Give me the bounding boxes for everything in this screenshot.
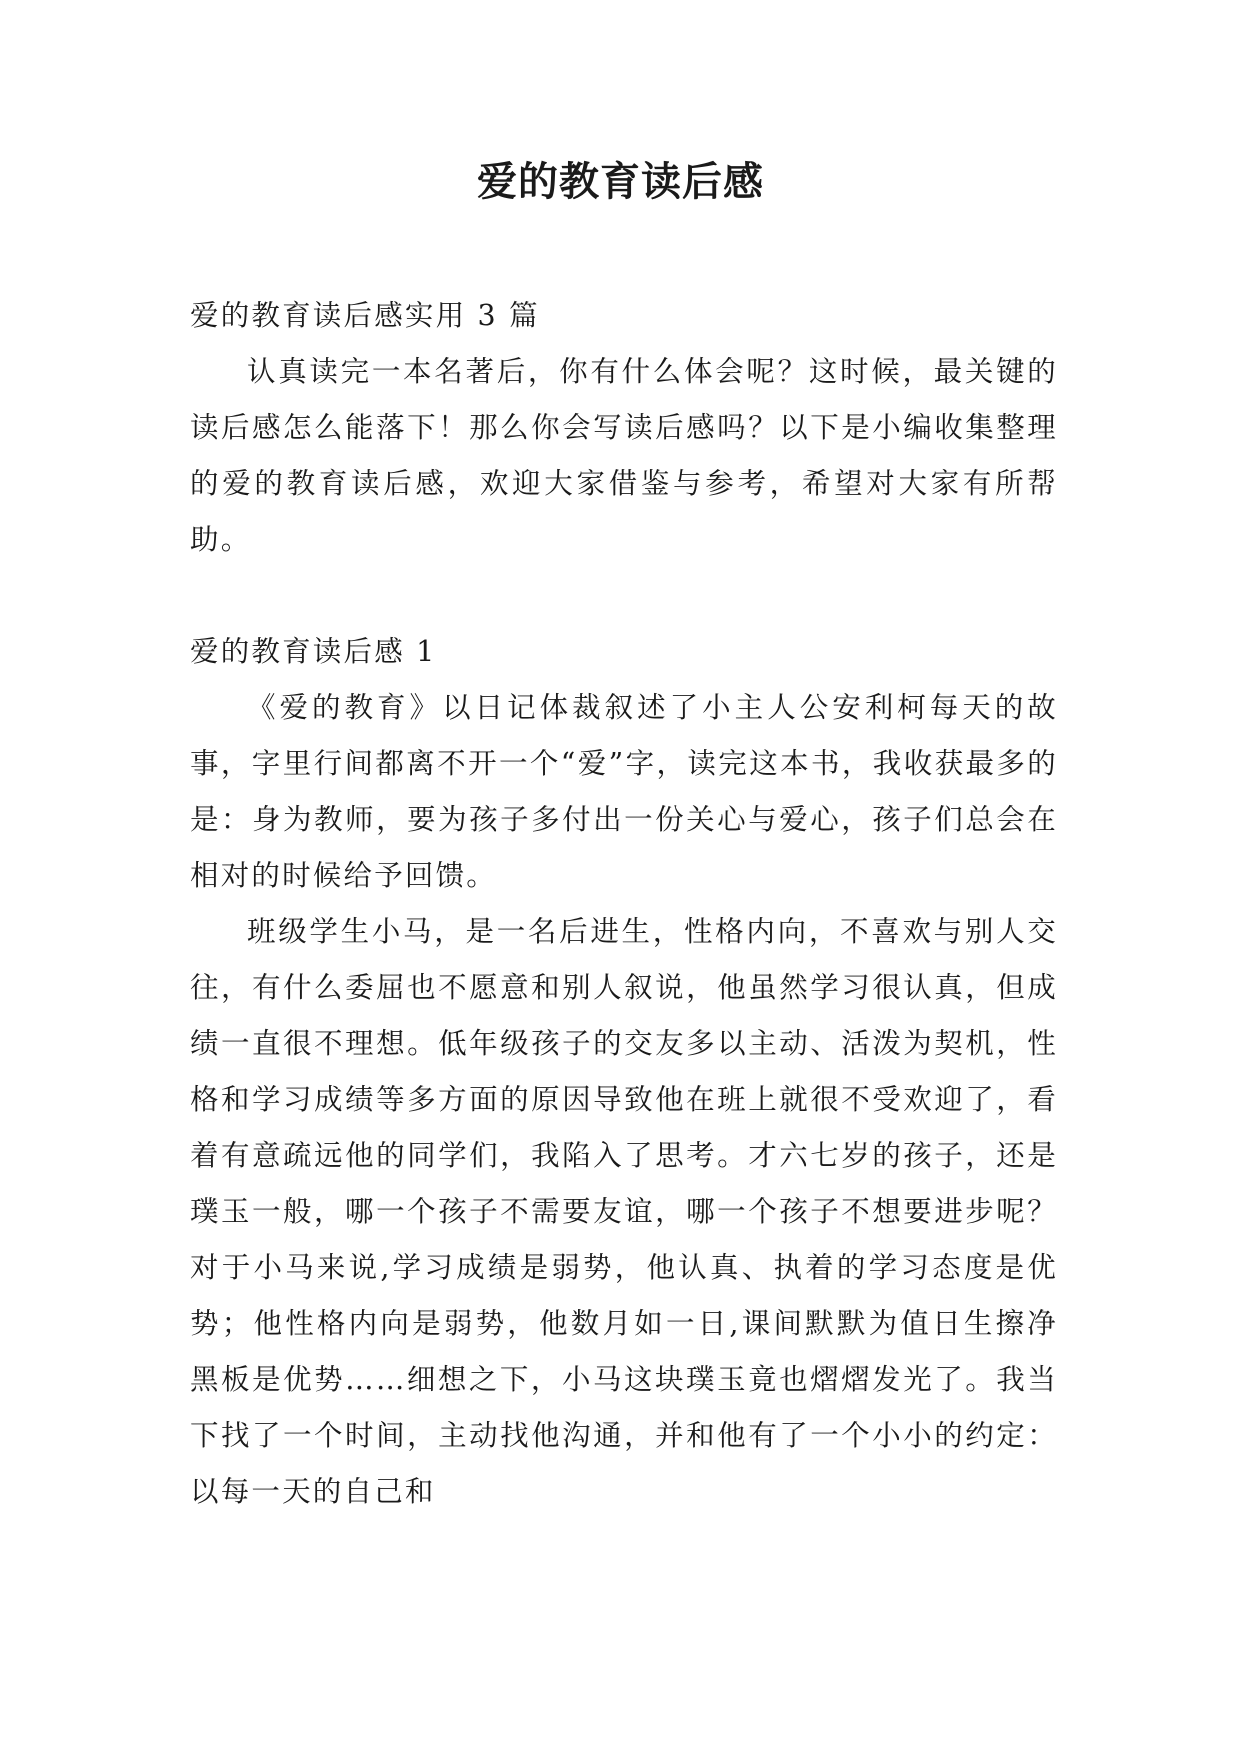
body-paragraph: 《爱的教育》以日记体裁叙述了小主人公安利柯每天的故事，字里行间都离不开一个“爱”字，读完这本书，我收获最多的是：身为教师，要为孩子多付出一份关心与爱心，孩子们总会在相对的时候给予回馈。 [190,691,1058,892]
document-subtitle: 爱的教育读后感实用 3 篇 [190,299,540,332]
section-heading: 爱的教育读后感 1 [190,635,437,668]
body-paragraph: 班级学生小马，是一名后进生，性格内向，不喜欢与别人交往，有什么委屈也不愿意和别人叙说，他虽然学习很认真，但成绩一直很不理想。低年级孩子的交友多以主动、活泼为契机，性格和学习成绩等多方面的原因导致他在班上就很不受欢迎了，看着有意疏远他的同学们，我陷入了思考。才六七岁的孩子，还是璞玉一般，哪一个孩子不需要友谊，哪一个孩子不想要进步呢？对于小马来说,学习成绩是弱势，他认真、执着的学习态度是优势；他性格内向是弱势，他数月如一日,课间默默为值日生擦净黑板是优势……细想之下，小马这块璞玉竟也熠熠发光了。我当下找了一个时间，主动找他沟通，并和他有了一个小小的约定：以每一天的自己和 [190,915,1058,1508]
document-title: 爱的教育读后感 [477,158,764,205]
section-spacer [190,568,1058,624]
document-body [190,288,1058,1520]
intro-paragraph: 认真读完一本名著后，你有什么体会呢？这时候，最关键的读后感怎么能落下！那么你会写读后感吗？以下是小编收集整理的爱的教育读后感，欢迎大家借鉴与参考，希望对大家有所帮助。 [190,355,1058,556]
